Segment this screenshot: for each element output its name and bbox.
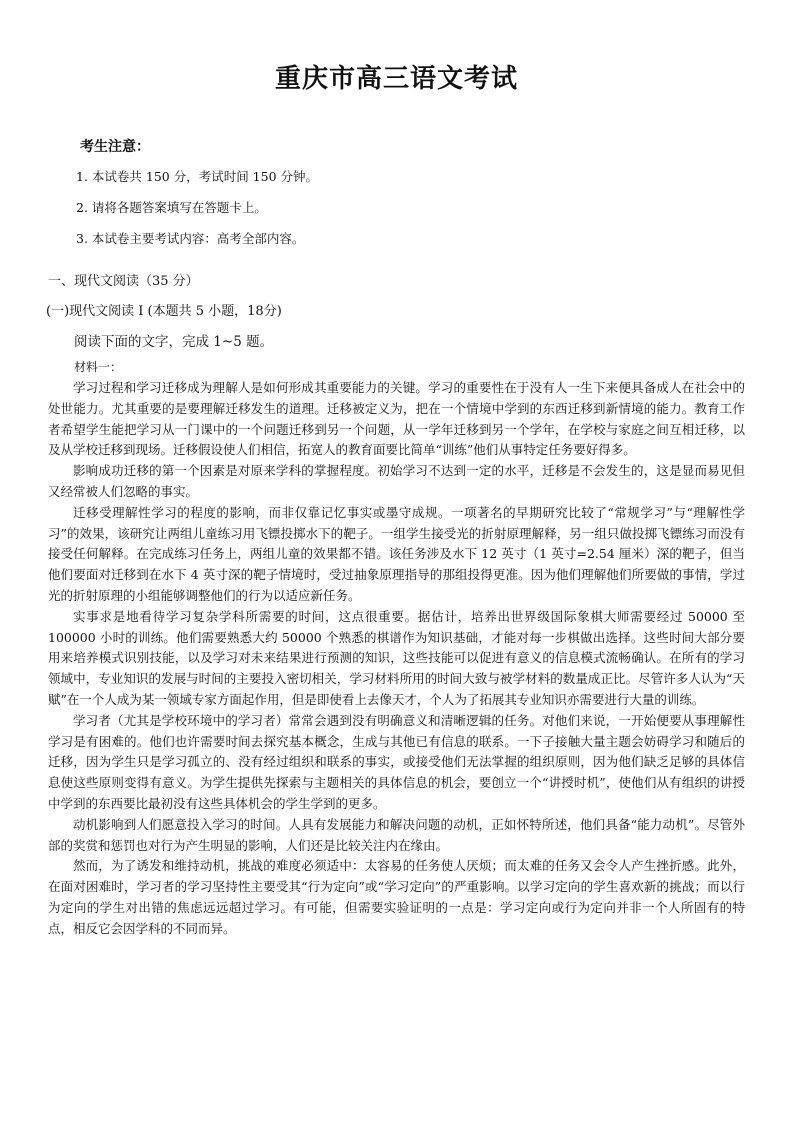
reading-instruction: 阅读下面的文字，完成 1~5 题。 — [74, 334, 274, 350]
exam-title: 重庆市高三语文考试 — [274, 64, 518, 94]
reading-passage — [48, 378, 745, 940]
notice-heading: 考生注意： — [80, 139, 150, 155]
notice-item: 2. 请将各题答案填写在答题卡上。 — [76, 200, 267, 215]
paragraph: 实事求是地看待学习复杂学科所需要的时间，这点很重要。据估计，培养出世界级国际象棋大师需要经过 50000 至 100000 小时的训练。他们需要熟悉大约 50000 个熟悉的棋谱作为知识基础，才能对每一步棋做出选择。这些时间大部分要用来培养模式识别技能，以及学习对未来结果进行预测的知识，这些技能可以促进有意义的信息模式流畅确认。在所有的学习领域中，专业知识的发展与时间的主要投入密切相关，学习材料所用的时间大致与被学材料的数量成正比。尽管许多人认为“天赋”在一个人成为某一领域专家方面起作用，但是即使看上去像天才，个人为了拓展其专业知识亦需要进行大量的训练。 — [48, 608, 745, 707]
paragraph: 然而，为了诱发和维持动机，挑战的难度必须适中：太容易的任务使人厌烦；而太难的任务又会令人产生挫折感。此外，在面对困难时，学习者的学习坚持性主要受其“行为定向”或“学习定向”的严重影响。以学习定向的学生喜欢新的挑战；而以行为定向的学生对出错的焦虑远远超过学习。有可能，但需要实验证明的一点是：学习定向或行为定向并非一个人所固有的特点，相反它会因学科的不同而异。 — [48, 858, 745, 936]
section-heading: 一、现代文阅读（35 分） — [48, 274, 199, 289]
paragraph: 迁移受理解性学习的程度的影响，而非仅靠记忆事实或墨守成规。一项著名的早期研究比较了“常规学习”与“理解性学习”的效果，该研究让两组儿童练习用飞镖投掷水下的靶子。一组学生接受光的折射原理解释，另一组只做投掷飞镖练习而没有接受任何解释。在完成练习任务上，两组儿童的效果都不错。该任务涉及水下 12 英寸（1 英寸=2.54 厘米）深的靶子，但当他们要面对迁移到在水下 4 英寸深的靶子情境时，受过抽象原理指导的那组投得更准。因为他们理解他们所要做的事情，学过光的折射原理的小组能够调整他们的行为以适应新任务。 — [48, 504, 745, 603]
paragraph: 学习过程和学习迁移成为理解人是如何形成其重要能力的关键。学习的重要性在于没有人一生下来便具备成人在社会中的处世能力。尤其重要的是要理解迁移发生的道理。迁移被定义为，把在一个情境中学到的东西迁移到新情境的能力。教育工作者希望学生能把学习从一门课中的一个问题迁移到另一个问题，从一学年迁移到另一个学年，在学校与家庭之间互相迁移，以及从学校迁移到现场。迁移假设使人们相信，拓宽人的教育面要比简单“训练”他们从事特定任务要好得多。 — [48, 380, 745, 458]
notice-item: 1. 本试卷共 150 分，考试时间 150 分钟。 — [76, 169, 319, 184]
paragraph: 学习者（尤其是学校环境中的学习者）常常会遇到没有明确意义和清晰逻辑的任务。对他们来说，一开始便要从事理解性学习是有困难的。他们也许需要时间去探究基本概念，生成与其他已有信息的联系。一下子接触大量主题会妨碍学习和随后的迁移，因为学生只是学习孤立的、没有经过组织和联系的事实，或接受他们无法掌握的组织原则，因为他们缺乏足够的具体信息使这些原则变得有意义。为学生提供先探索与主题相关的具体信息的机会，要创立一个“讲授时机”，使他们从有组织的讲授中学到的东西要比最初没有这些具体机会的学生学到的更多。 — [48, 712, 745, 811]
material-label: 材料一： — [74, 360, 123, 374]
notice-list — [76, 168, 318, 261]
paragraph: 影响成功迁移的第一个因素是对原来学科的掌握程度。初始学习不达到一定的水平，迁移是不会发生的，这是显而易见但又经常被人们忽略的事实。 — [48, 463, 745, 499]
notice-item: 3. 本试卷主要考试内容：高考全部内容。 — [76, 231, 305, 246]
subsection-heading: (一)现代文阅读 I (本题共 5 小题，18分) — [46, 304, 282, 319]
paragraph: 动机影响到人们愿意投入学习的时间。人具有发展能力和解决问题的动机，正如怀特所述，他们具备“能力动机”。尽管外部的奖赏和惩罚也对行为产生明显的影响，人们还是比较关注内在缘由。 — [48, 816, 745, 853]
